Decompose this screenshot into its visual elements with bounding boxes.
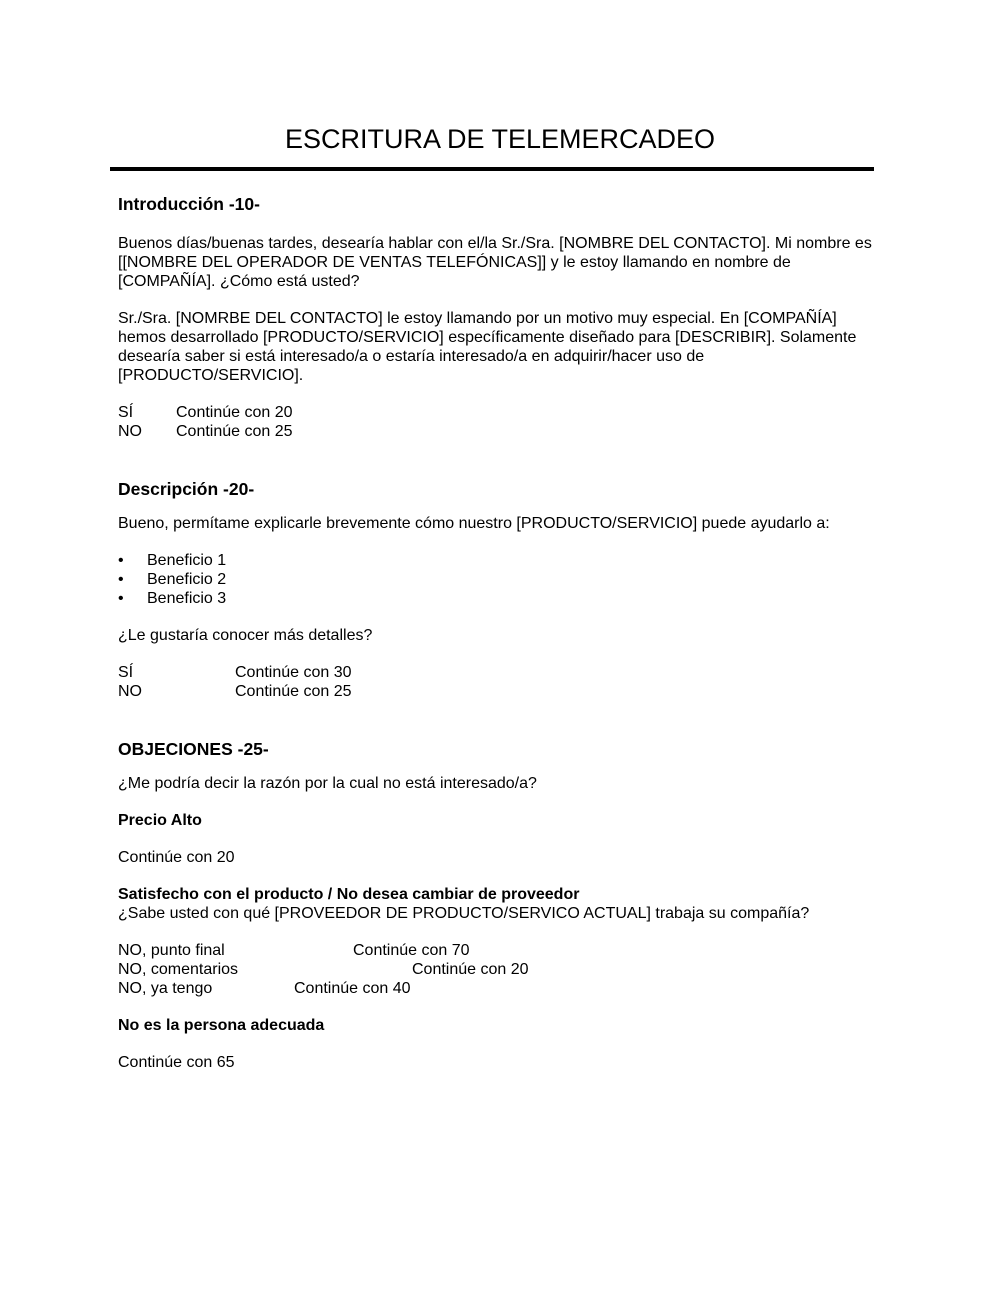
- section-heading-objections: OBJECIONES -25-: [118, 739, 269, 759]
- option-action: Continúe con 70: [353, 942, 470, 959]
- option-action: Continúe con 20: [412, 961, 529, 978]
- intro-paragraph-1: Buenos días/buenas tardes, desearía hablar con el/la Sr./Sra. [NOMBRE DEL CONTACTO]. Mi nombre es [[NOMBRE DEL OPERADOR DE VENTAS TELEFÓNICAS]] y le estoy llamando en nombre de [COMPAÑÍA]. ¿Cómo está usted?: [118, 235, 872, 290]
- option-action: Continúe con 30: [235, 664, 352, 681]
- objection-high-price-label: Precio Alto: [118, 812, 202, 829]
- satisfied-option-3: [118, 979, 888, 998]
- section-heading-description: Descripción -20-: [118, 479, 255, 499]
- intro-paragraph-2: Sr./Sra. [NOMRBE DEL CONTACTO] le estoy llamando por un motivo muy especial. En [COMPAÑÍA] hemos desarrollado [PRODUCTO/SERVICIO] específicamente diseñado para [DESCRIBIR]. Solamente desearía saber si está interesado/a o estaría interesado/a en adquirir/hacer uso de [PRODUCTO/SERVICIO].: [118, 310, 857, 384]
- intro-option-no: [118, 422, 888, 441]
- description-option-no: [118, 682, 888, 701]
- objection-wrong-person-label: No es la persona adecuada: [118, 1017, 325, 1034]
- list-item: • Beneficio 2: [118, 571, 227, 588]
- objections-question: ¿Me podría decir la razón por la cual no está interesado/a?: [118, 775, 537, 792]
- section-intro: [118, 193, 888, 441]
- document-body: [118, 193, 888, 1072]
- option-action: Continúe con 25: [235, 683, 352, 700]
- option-answer: NO, punto final: [118, 942, 225, 959]
- satisfied-option-2: [118, 960, 888, 979]
- description-option-yes: [118, 663, 888, 682]
- bullet-icon: •: [118, 571, 124, 588]
- objection-satisfied-label: Satisfecho con el producto / No desea cambiar de proveedor: [118, 886, 580, 903]
- option-action: Continúe con 40: [294, 980, 411, 997]
- intro-option-yes: [118, 403, 888, 422]
- option-action: Continúe con 25: [176, 423, 293, 440]
- document-title: ESCRITURA DE TELEMERCADEO: [284, 124, 716, 154]
- option-answer: NO, comentarios: [118, 961, 239, 978]
- benefits-list: [118, 551, 888, 608]
- description-intro: Bueno, permítame explicarle brevemente cómo nuestro [PRODUCTO/SERVICIO] puede ayudarlo a:: [118, 515, 830, 532]
- option-answer: SÍ: [118, 664, 134, 681]
- list-item: • Beneficio 3: [118, 590, 227, 607]
- option-answer: NO: [118, 683, 142, 700]
- title-rule: [110, 167, 874, 171]
- bullet-icon: •: [118, 552, 124, 569]
- option-answer: NO: [118, 423, 142, 440]
- description-question: ¿Le gustaría conocer más detalles?: [118, 627, 373, 644]
- section-description: [118, 478, 888, 701]
- satisfied-option-1: [118, 941, 888, 960]
- option-answer: SÍ: [118, 404, 134, 421]
- objection-satisfied-question: ¿Sabe usted con qué [PROVEEDOR DE PRODUCTO/SERVICO ACTUAL] trabaja su compañía?: [118, 905, 810, 922]
- objection-wrong-person-action: Continúe con 65: [118, 1054, 235, 1071]
- bullet-icon: •: [118, 590, 124, 607]
- section-objections: [118, 738, 888, 1072]
- list-item: • Beneficio 1: [118, 552, 227, 569]
- option-action: Continúe con 20: [176, 404, 293, 421]
- section-heading-intro: Introducción -10-: [118, 194, 260, 214]
- objection-high-price-action: Continúe con 20: [118, 849, 235, 866]
- option-answer: NO, ya tengo: [118, 980, 213, 997]
